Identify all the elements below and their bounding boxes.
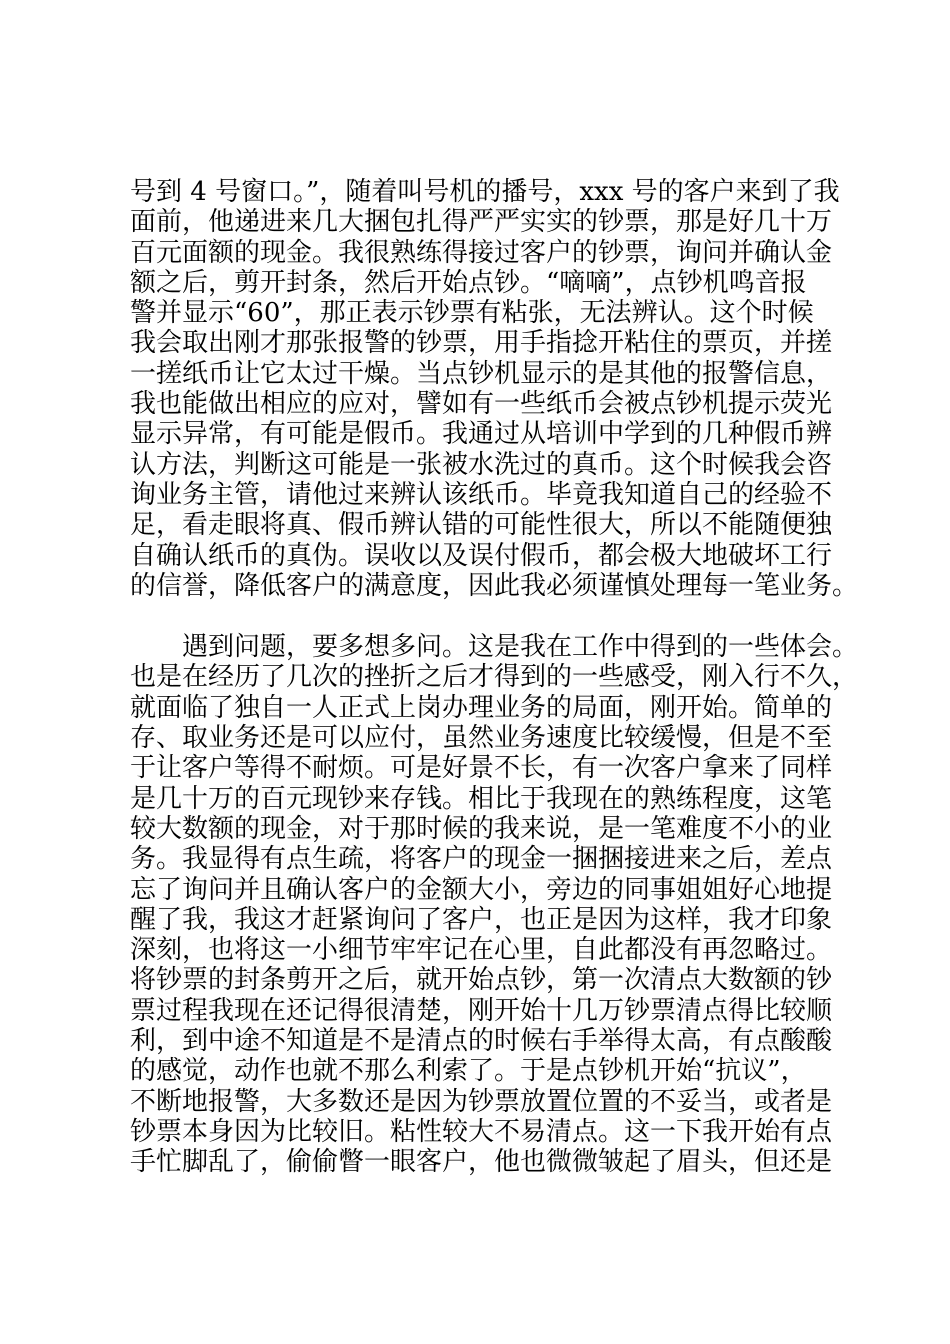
- text-line: 存、取业务还是可以应付，虽然业务速度比较缓慢，但是不至: [130, 723, 833, 754]
- text-line: 也是在经历了几次的挫折之后才得到的一些感受，刚入行不久，: [130, 662, 859, 693]
- text-line: 警并显示“60”，那正表示钞票有粘张，无法辨认。这个时候: [130, 298, 814, 329]
- text-line: 足，看走眼将真、假币辨认错的可能性很大，所以不能随便独: [130, 510, 833, 541]
- text-line: 一搓纸币让它太过干燥。当点钞机显示的是其他的报警信息，: [130, 358, 833, 389]
- text-line: 不断地报警，大多数还是因为钞票放置位置的不妥当，或者是: [130, 1086, 833, 1117]
- text-line: 百元面额的现金。我很熟练得接过客户的钞票，询问并确认金: [130, 237, 833, 268]
- text-line: 面前，他递进来几大捆包扎得严严实实的钞票，那是好几十万: [130, 207, 833, 238]
- text-line: 利，到中途不知道是不是清点的时候右手举得太高，有点酸酸: [130, 1026, 833, 1057]
- text-line: 我会取出刚才那张报警的钞票，用手指捻开粘住的票页，并搓: [130, 328, 833, 359]
- text-line: 的信誉，降低客户的满意度，因此我必须谨慎处理每一笔业务。: [130, 570, 859, 601]
- text-line: 票过程我现在还记得很清楚，刚开始十几万钞票清点得比较顺: [130, 995, 833, 1026]
- paragraph-spacer: [130, 601, 850, 632]
- text-line: 就面临了独自一人正式上岗办理业务的局面，刚开始。简单的: [130, 692, 833, 723]
- text-line: 于让客户等得不耐烦。可是好景不长，有一次客户拿来了同样: [130, 753, 833, 784]
- text-line: 钞票本身因为比较旧。粘性较大不易清点。这一下我开始有点: [130, 1116, 833, 1147]
- text-line: 额之后，剪开封条，然后开始点钞。“嘀嘀”，点钞机鸣音报: [130, 267, 807, 298]
- paragraph-ask-questions: [130, 632, 859, 1178]
- text-line: 询业务主管，请他过来辨认该纸币。毕竟我知道自己的经验不: [130, 479, 833, 510]
- text-line: 认方法，判断这可能是一张被水洗过的真币。这个时候我会咨: [130, 449, 833, 480]
- text-line: 显示异常，有可能是假币。我通过从培训中学到的几种假币辨: [130, 419, 833, 450]
- text-line: 较大数额的现金，对于那时候的我来说，是一笔难度不小的业: [130, 813, 833, 844]
- text-line: 忘了询问并且确认客户的金额大小，旁边的同事姐姐好心地提: [130, 874, 833, 905]
- text-line: 是几十万的百元现钞来存钱。相比于我现在的熟练程度，这笔: [130, 783, 833, 814]
- text-line: 将钞票的封条剪开之后，就开始点钞，第一次清点大数额的钞: [130, 965, 833, 996]
- text-line: 手忙脚乱了，偷偷瞥一眼客户，他也微微皱起了眉头，但还是: [130, 1147, 833, 1178]
- body-text: [130, 177, 859, 1178]
- text-line: 号到 4 号窗口。”，随着叫号机的播号，xxx 号的客户来到了我: [130, 177, 840, 207]
- text-line: 醒了我，我这才赶紧询问了客户，也正是因为这样，我才印象: [130, 904, 833, 935]
- text-line: 自确认纸币的真伪。误收以及误付假币，都会极大地破坏工行: [130, 540, 833, 571]
- text-line: 的感觉，动作也就不那么利索了。于是点钞机开始“抗议”，: [130, 1056, 807, 1087]
- text-line: 遇到问题，要多想多问。这是我在工作中得到的一些体会。: [130, 632, 859, 663]
- paragraph-cash-counting: [130, 177, 859, 601]
- text-line: 务。我显得有点生疏，将客户的现金一捆捆接进来之后，差点: [130, 844, 833, 875]
- text-line: 深刻，也将这一小细节牢牢记在心里，自此都没有再忽略过。: [130, 935, 833, 966]
- text-line: 我也能做出相应的应对，譬如有一些纸币会被点钞机提示荧光: [130, 389, 833, 420]
